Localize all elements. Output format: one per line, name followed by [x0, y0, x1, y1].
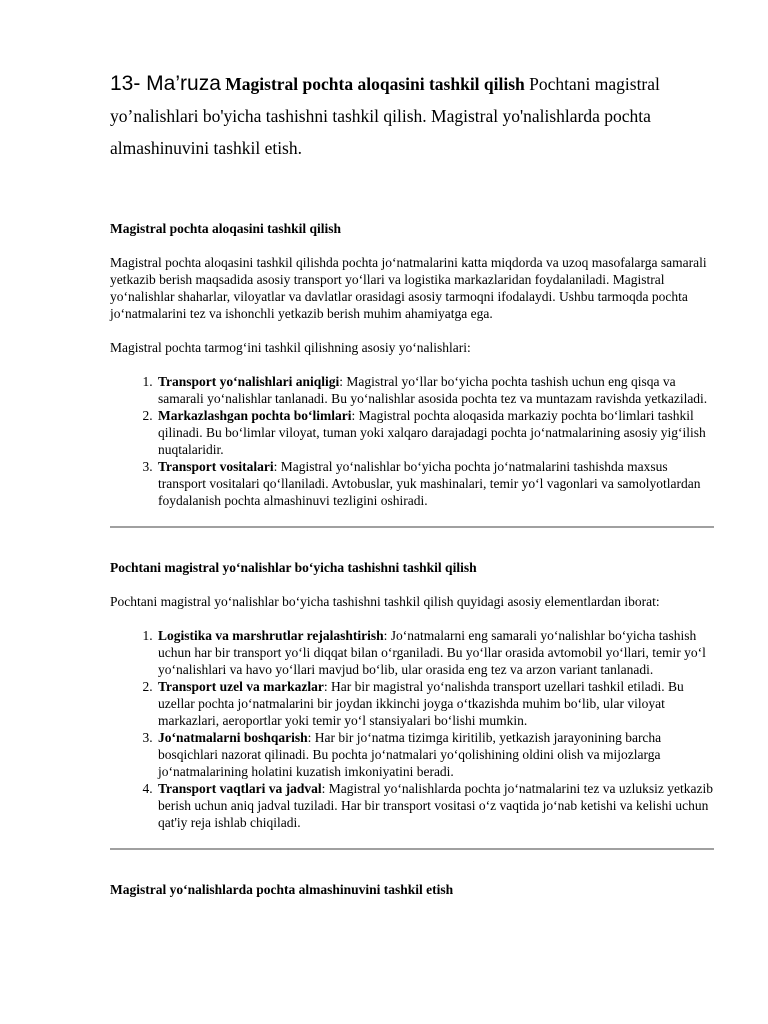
list-item-text: : Har bir magistral yo‘nalishda transport uzellari tashkil etiladi. Bu uzellar pochta jo‘natmalarini bir joydan ikkinchi joyga o‘tkazishda muhim bo‘lib, ular viloyat markazlari, aeroportlar yoki temir yo‘l stansiyalari bo‘lishi mumkin.	[158, 679, 684, 728]
list-item	[156, 458, 714, 509]
list-item	[156, 373, 714, 407]
section1-paragraph: Magistral pochta aloqasini tashkil qilishda pochta jo‘natmalarini katta miqdorda va uzoq masofalarga samarali yetkazib berish maqsadida asosiy transport yo‘llari va logistika markazlaridan foydalaniladi. Magistral yo‘nalishlar shaharlar, viloyatlar va davlatlar orasidagi asosiy tarmoqni ifodalaydi. Ushbu tarmoqda pochta jo‘natmalarini tez va ishonchli yetkazib berish muhim ahamiyatga ega.	[110, 255, 707, 321]
section2-title: Pochtani magistral yo‘nalishlar bo‘yicha tashishni tashkil qilish	[110, 560, 477, 575]
lecture-subtitle: Pochtani magistral yo’nalishlari bo'yicha tashishni tashkil qilish. Magistral yo'nalishlarda pochta almashinuvini tashkil etish.	[110, 74, 660, 158]
list-item-title: Markazlashgan pochta bo‘limlari	[158, 408, 352, 423]
list-item-text: : Magistral yo‘llar bo‘yicha pochta tashish uchun eng qisqa va samarali yo‘nalishlar tanlanadi. Bu yo‘nalishlar asosida pochta tez va muntazam ravishda yetkaziladi.	[158, 374, 708, 406]
section3-title: Magistral yo‘nalishlarda pochta almashinuvini tashkil etish	[110, 882, 454, 897]
lecture-topic: Magistral pochta aloqasini tashkil qilish	[225, 74, 525, 94]
lecture-number: 13- Ma’ruza	[110, 72, 221, 95]
list-item-text: : Magistral yo‘nalishlar bo‘yicha pochta jo‘natmalarini tashishda maxsus transport vositalari qo‘llaniladi. Avtobuslar, yuk mashinalari, temir yo‘l vagonlari va samolyotlardan foydalanish pochta almashinuvi tezligini oshiradi.	[158, 459, 701, 508]
list-item-text: : Magistral pochta aloqasida markaziy pochta bo‘limlari tashkil qilinadi. Bu bo‘limlar viloyat, tuman yoki xalqaro darajadagi pochta jo‘natmalarining asosiy yig‘ilish nuqtalaridir.	[158, 408, 706, 457]
list-item	[156, 407, 714, 458]
lecture-header	[110, 68, 714, 164]
list-item-text: : Jo‘natmalarni eng samarali yo‘nalishlar bo‘yicha tashish uchun har bir transport yo‘li diqqat bilan o‘rganiladi. Bu yo‘llar orasida avtomobil yo‘llari, temir yo‘l yo‘nalishlari va havo yo‘llari mavjud bo‘lib, ular orasida eng tez va arzon variant tanlanadi.	[158, 628, 706, 677]
list-item	[156, 729, 714, 780]
list-item-title: Transport yo‘nalishlari aniqligi	[158, 374, 340, 389]
list-item-title: Logistika va marshrutlar rejalashtirish	[158, 628, 384, 643]
section2-list	[110, 627, 714, 831]
list-item	[156, 678, 714, 729]
list-item-text: : Magistral yo‘nalishlarda pochta jo‘natmalarini tez va uzluksiz yetkazib berish uchun aniq jadval tuziladi. Har bir transport vositasi o‘z vaqtida jo‘nab ketishi va kelishi uchun qat'iy reja ishlab chiqiladi.	[158, 781, 714, 830]
list-item-text: : Har bir jo‘natma tizimga kiritilib, yetkazish jarayonining barcha bosqichlari nazorat qilinadi. Bu pochta jo‘natmalari yo‘qolishining oldini olish va mijozlarga jo‘natmalarining holatini kuzatish imkoniyatini beradi.	[158, 730, 662, 779]
section1-title: Magistral pochta aloqasini tashkil qilish	[110, 221, 342, 236]
section2-paragraph: Pochtani magistral yo‘nalishlar bo‘yicha tashishni tashkil qilish quyidagi asosiy elementlardan iborat:	[110, 594, 660, 609]
list-item-title: Transport vaqtlari va jadval	[158, 781, 322, 796]
section1-list	[110, 373, 714, 509]
list-item-title: Transport vositalari	[158, 459, 274, 474]
list-item-title: Transport uzel va markazlar	[158, 679, 324, 694]
list-item-title: Jo‘natmalarni boshqarish	[158, 730, 308, 745]
section1-list-intro: Magistral pochta tarmog‘ini tashkil qilishning asosiy yo‘nalishlari:	[110, 340, 471, 355]
list-item	[156, 627, 714, 678]
list-item	[156, 780, 714, 831]
document-page	[110, 68, 714, 898]
